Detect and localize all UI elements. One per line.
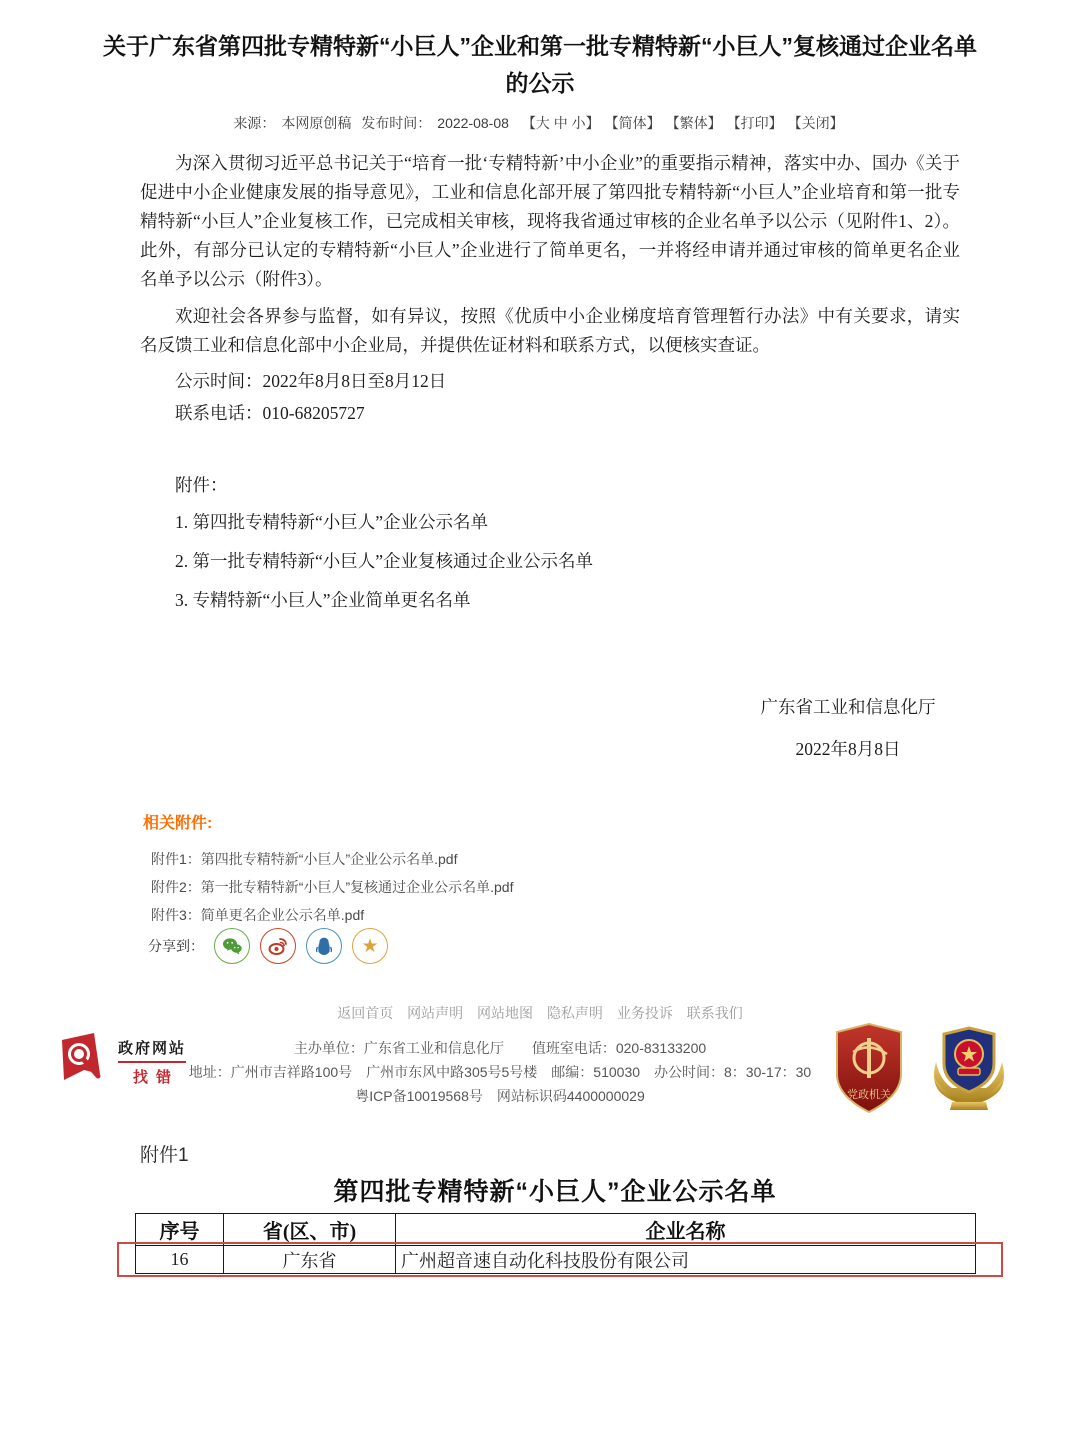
signature-date: 2022年8月8日 xyxy=(795,739,901,759)
shield-badge-label: 党政机关 xyxy=(847,1089,891,1101)
close-control[interactable]: 【关闭】 xyxy=(794,115,844,131)
publicity-time: 公示时间：2022年8月8日至8月12日 xyxy=(175,371,447,391)
weibo-share-icon[interactable] xyxy=(260,928,296,964)
paragraph-1: 为深入贯彻习近平总书记关于“培育一批‘专精特新’中小企业”的重要指示精神，落实中办、国办《关于促进中小企业健康发展的指导意见》，工业和信息化部开展了第四批专精特新“小巨人”企业培育和第一批专精特新“小巨人”企业复核工作，已完成相关审核，现将我省通过审核的企业名单予以公示（见附件1、2）。此外，有部分已认定的专精特新“小巨人”企业进行了简单更名，一并将经申请并通过审核的简单更名企业名单予以公示（附件3）。 xyxy=(140,153,960,289)
party-government-shield-badge[interactable] xyxy=(833,1022,905,1114)
site-error-report-badge[interactable] xyxy=(58,1030,186,1093)
table-cell-company: 广州超音速自动化科技股份有限公司 xyxy=(396,1246,976,1274)
related-file-row-1 xyxy=(151,849,457,869)
footer-nav-contact[interactable]: 联系我们 xyxy=(686,1005,743,1021)
attachment-list-item-2: 2. 第一批专精特新“小巨人”企业复核通过企业公示名单 xyxy=(175,551,594,571)
footer-address-line: 地址：广州市吉祥路100号 广州市东风中路305号5号楼 邮编：510030 办公时间：8：30-17：30 xyxy=(188,1064,812,1080)
attachment-list-item-1: 1. 第四批专精特新“小巨人”企业公示名单 xyxy=(175,512,489,532)
footer-nav xyxy=(0,1003,1080,1023)
table-cell-province: 广东省 xyxy=(224,1246,396,1274)
footer-nav-home[interactable]: 返回首页 xyxy=(337,1005,394,1021)
share-label: 分享到： xyxy=(148,938,204,954)
footer-nav-complaints[interactable]: 业务投诉 xyxy=(616,1005,673,1021)
attachment-list-item-3: 3. 专精特新“小巨人”企业简单更名名单 xyxy=(175,590,471,610)
table-header-company: 企业名称 xyxy=(396,1214,976,1246)
qzone-share-icon[interactable] xyxy=(352,928,388,964)
footer-host-line: 主办单位：广东省工业和信息化厅 值班室电话：020-83133200 xyxy=(293,1040,707,1056)
table-row xyxy=(136,1246,976,1274)
signature-org: 广东省工业和信息化厅 xyxy=(760,697,936,717)
publish-time-value: 2022-08-08 xyxy=(437,115,509,131)
related-file-row-3 xyxy=(151,905,364,925)
finder-badge-text xyxy=(118,1037,186,1087)
footer-nav-privacy[interactable]: 隐私声明 xyxy=(546,1005,603,1021)
table-header-province: 省(区、市) xyxy=(224,1214,396,1246)
attachment1-table xyxy=(135,1213,976,1274)
attachments-label: 附件： xyxy=(175,475,228,495)
related-file-link-2[interactable]: 第一批专精特新“小巨人”复核通过企业公示名单.pdf xyxy=(200,879,514,895)
simplified-chinese-control[interactable]: 【简体】 xyxy=(611,115,661,131)
table-header-row xyxy=(136,1214,976,1246)
related-attachments-heading: 相关附件: xyxy=(143,815,213,832)
traditional-chinese-control[interactable]: 【繁体】 xyxy=(672,115,722,131)
article-meta xyxy=(0,113,1080,133)
contact-phone: 联系电话：010-68205727 xyxy=(175,403,365,423)
paragraph-2: 欢迎社会各界参与监督，如有异议，按照《优质中小企业梯度培育管理暂行办法》中有关要求，请实名反馈工业和信息化部中小企业局，并提供佐证材料和联系方式，以便核实查证。 xyxy=(140,306,960,355)
related-file-link-3[interactable]: 简单更名企业公示名单.pdf xyxy=(200,907,365,923)
font-size-control[interactable]: 【大 中 小】 xyxy=(521,115,600,131)
related-file-label-2: 附件2： xyxy=(151,879,201,895)
attachment1-table-title: 第四批专精特新“小巨人”企业公示名单 xyxy=(333,1178,777,1206)
table-header-no: 序号 xyxy=(136,1214,224,1246)
related-file-link-1[interactable]: 第四批专精特新“小巨人”企业公示名单.pdf xyxy=(200,851,458,867)
publish-time-label: 发布时间： xyxy=(361,115,432,131)
footer-nav-statement[interactable]: 网站声明 xyxy=(407,1005,464,1021)
attachment1-label: 附件1 xyxy=(140,1145,189,1166)
police-emblem-badge[interactable] xyxy=(928,1022,1010,1114)
finder-badge-line1: 政府网站 xyxy=(118,1039,187,1057)
finder-badge-divider xyxy=(118,1061,186,1063)
source-label: 来源： xyxy=(233,115,276,131)
table-cell-no: 16 xyxy=(136,1246,224,1274)
signature-block xyxy=(728,694,968,761)
footer-nav-sitemap[interactable]: 网站地图 xyxy=(477,1005,534,1021)
wechat-share-icon[interactable] xyxy=(214,928,250,964)
star-glyph: ★ xyxy=(361,935,379,957)
footer-icp-line: 粤ICP备10019568号 网站标识码4400000029 xyxy=(355,1088,645,1104)
related-file-label-3: 附件3： xyxy=(151,907,201,923)
print-control[interactable]: 【打印】 xyxy=(733,115,783,131)
finder-badge-line2: 找错 xyxy=(133,1068,180,1086)
qq-share-icon[interactable] xyxy=(306,928,342,964)
magnifier-flag-icon xyxy=(58,1030,112,1093)
share-row xyxy=(148,928,398,964)
related-file-label-1: 附件1： xyxy=(151,851,201,867)
page-title: 关于广东省第四批专精特新“小巨人”企业和第一批专精特新“小巨人”复核通过企业名单的公示 xyxy=(103,33,977,96)
source-value: 本网原创稿 xyxy=(281,115,352,131)
related-file-row-2 xyxy=(151,877,513,897)
